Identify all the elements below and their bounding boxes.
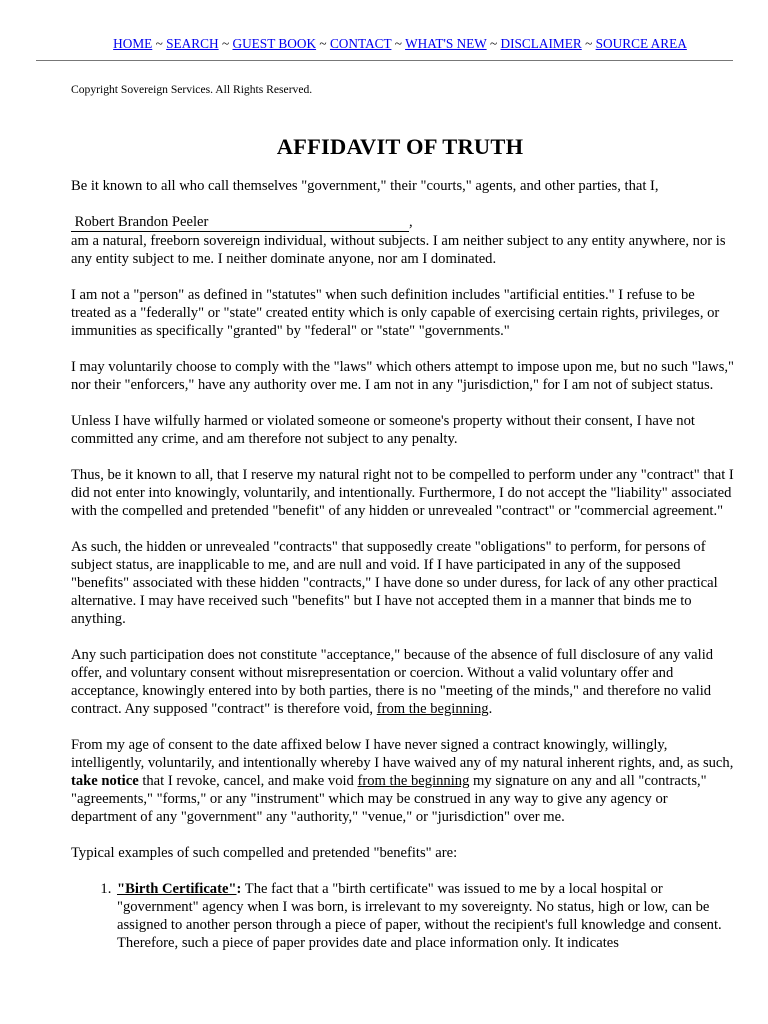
page-title: AFFIDAVIT OF TRUTH	[276, 134, 524, 159]
nav-link-guest-book[interactable]: GUEST BOOK	[232, 36, 317, 51]
underlined-phrase: from the beginning	[357, 773, 470, 789]
benefit-term: "Birth Certificate"	[117, 881, 237, 897]
intro-paragraph: Be it known to all who call themselves "government," their "courts," agents, and other parties, that I,	[71, 178, 659, 194]
nav-separator: ~	[221, 36, 230, 51]
paragraph-not-a-person: I am not a "person" as defined in "statutes" when such definition includes "artificial entities." I refuse to be treated as a "federally" or "state" created entity which is only capable of exercising certain rights, privileges, or immunities as specifically "granted" by "federal" or "state" "governments."	[71, 287, 720, 339]
paragraph-participation	[71, 646, 735, 718]
nav-separator: ~	[155, 36, 163, 51]
nav-separator: ~	[489, 36, 498, 51]
paragraph-sovereign-status: am a natural, freeborn sovereign individual, without subjects. I am neither subject to any entity anywhere, nor is any entity subject to me. I neither dominate anyone, nor am I dominated.	[71, 233, 726, 267]
take-notice-phrase: take notice	[71, 773, 139, 789]
participation-text: Any such participation does not constitute "acceptance," because of the absence of full disclosure of any valid offer, and voluntary consent without misrepresentation or coercion. Without a valid voluntary offer and acceptance, knowingly entered into by both parties, there is no "meeting of the minds," and therefore no valid contract. Any supposed "contract" is therefore void,	[71, 647, 714, 717]
revocation-text-c: my signature on any and all "contracts," "agreements," "forms," or any "instrument" which may be construed in any way to give any agency or department of any "government" any "authority," "venue," or "jurisdiction" over me.	[71, 773, 707, 825]
signer-name-field	[71, 214, 409, 232]
benefit-colon: :	[236, 881, 242, 897]
nav-separator: ~	[319, 36, 327, 51]
nav-link-source-area[interactable]: SOURCE AREA	[595, 36, 687, 51]
paragraph-no-crime: Unless I have wilfully harmed or violated someone or someone's property without their consent, I have not committed any crime, and am therefore not subject to any penalty.	[71, 413, 695, 447]
sentence-end: .	[488, 701, 493, 717]
name-suffix: ,	[409, 214, 413, 230]
paragraph-revocation	[71, 736, 735, 826]
signer-name: Robert Brandon Peeler	[74, 214, 209, 230]
nav-link-contact[interactable]: CONTACT	[329, 36, 392, 51]
nav-link-search[interactable]: SEARCH	[166, 36, 219, 51]
list-item	[115, 880, 735, 952]
paragraph-contracts: Thus, be it known to all, that I reserve my natural right not to be compelled to perform under any "contract" that I did not enter into knowingly, voluntarily, and intentionally. Furthermore, I do not accept the "liability" associated with the compelled and pretended "benefit" of any hidden or unrevealed "contract" or "commercial agreement."	[71, 467, 734, 519]
revocation-text-b: that I revoke, cancel, and make void	[138, 773, 358, 789]
horizontal-divider	[36, 60, 733, 61]
nav-separator: ~	[585, 36, 593, 51]
underlined-phrase: from the beginning	[376, 701, 489, 717]
nav-separator: ~	[394, 36, 402, 51]
benefits-list	[71, 880, 735, 952]
nav-link-whats-new[interactable]: WHAT'S NEW	[405, 36, 487, 51]
top-navigation	[0, 36, 768, 52]
paragraph-hidden-contracts: As such, the hidden or unrevealed "contracts" that supposedly create "obligations" to perform, for persons of subject status, are inapplicable to me, and are null and void. If I have participated in any of the supposed "benefits" associated with these hidden "contracts," I have done so under duress, for lack of any other practical alternative. I may have received such "benefits" but I have not accepted them in a manner that binds me to anything.	[71, 539, 718, 627]
paragraph-laws: I may voluntarily choose to comply with the "laws" which others attempt to impose upon me, but no such "laws," nor their "enforcers," have any authority over me. I am not in any "jurisdiction," for I am not of subject status.	[71, 359, 735, 393]
nav-link-home[interactable]: HOME	[113, 36, 153, 51]
nav-link-disclaimer[interactable]: DISCLAIMER	[500, 36, 582, 51]
paragraph-examples-intro: Typical examples of such compelled and pretended "benefits" are:	[71, 845, 458, 861]
affidavit-body	[71, 177, 735, 952]
copyright-notice: Copyright Sovereign Services. All Rights Reserved.	[71, 83, 313, 96]
benefit-description: The fact that a "birth certificate" was issued to me by a local hospital or "government" agency when I was born, is irrelevant to my sovereignty. No status, high or low, can be assigned to another person through a piece of paper, without the recipient's full knowledge and consent. Therefore, such a piece of paper provides date and place information only. It indicates	[117, 881, 722, 951]
name-line	[71, 213, 735, 232]
revocation-text-a: From my age of consent to the date affixed below I have never signed a contract knowingly, willingly, intelligently, voluntarily, and intentionally whereby I have waived any of my natural inherent rights, and, as such,	[71, 737, 734, 771]
